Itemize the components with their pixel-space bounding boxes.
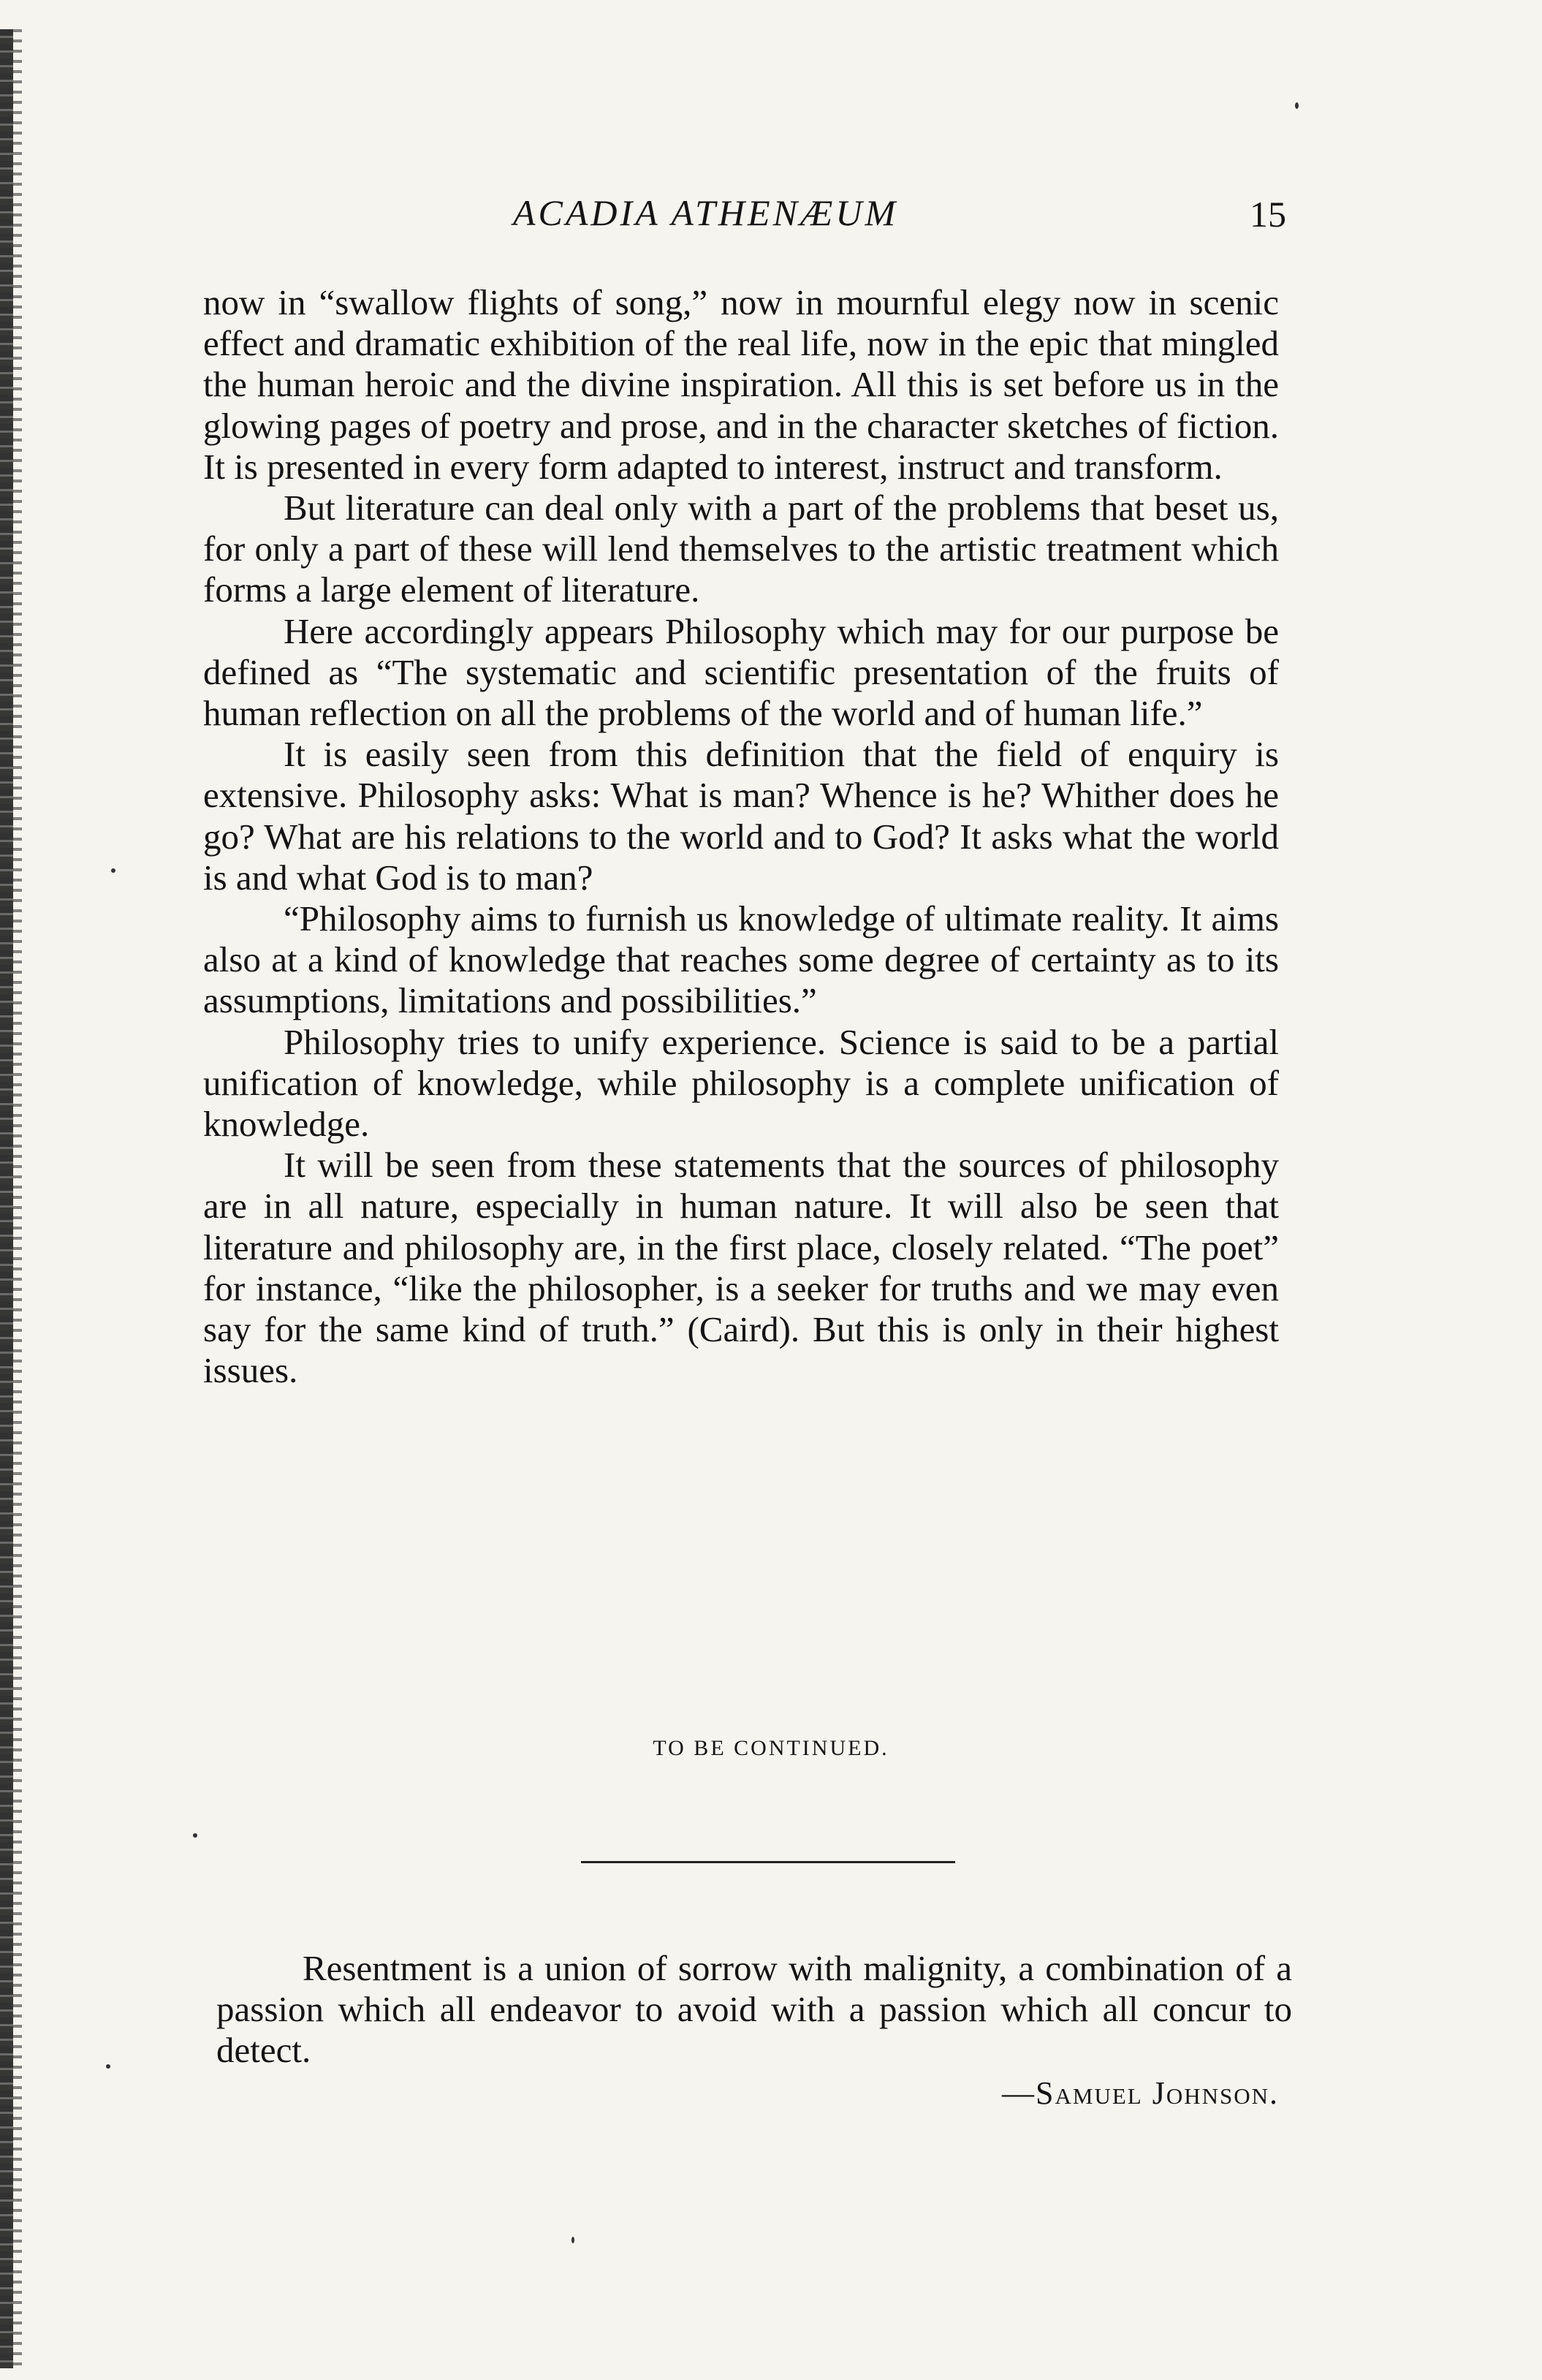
paragraph: Here accordingly appears Philosophy which may for our purpose be defined as “The systematic and scientific presentation of the fruits of human reflection on all the problems of the world and of human life.”	[203, 610, 1279, 734]
paragraph: now in “swallow flights of song,” now in mournful elegy now in scenic effect and dramatic exhibition of the real life, now in the epic that mingled the human heroic and the divine inspiration. All this is set before us in the glowing pages of poetry and prose, and in the character sketches of fiction. It is presented in every form adapted to interest, instruct and transform.	[203, 282, 1279, 487]
scan-speck	[106, 2064, 110, 2069]
paragraph: It is easily seen from this definition that the field of enquiry is extensive. Philosophy asks: What is man? Whence is he? Whither does he go? What are his relations to the world and to God? It asks what the world is and what God is to man?	[203, 734, 1279, 898]
scan-speck	[1295, 102, 1299, 109]
section-divider	[581, 1861, 955, 1863]
article-body	[203, 282, 1279, 1391]
quote-attribution: —Samuel Johnson.	[1002, 2075, 1279, 2111]
running-title: ACADIA ATHENÆUM	[513, 192, 899, 233]
continued-note: TO BE CONTINUED.	[653, 1736, 889, 1760]
scan-binding-edge	[0, 29, 13, 2368]
paragraph: But literature can deal only with a part of the problems that beset us, for only a part of these will lend themselves to the artistic treatment which forms a large element of literature.	[203, 488, 1279, 610]
paragraph: Philosophy tries to unify experience. Science is said to be a partial unification of knowledge, while philosophy is a complete unification of knowledge.	[203, 1021, 1279, 1145]
paragraph: “Philosophy aims to furnish us knowledge of ultimate reality. It aims also at a kind of knowledge that reaches some degree of certainty as to its assumptions, limitations and possibilities.”	[203, 898, 1279, 1021]
page-header	[205, 192, 1286, 250]
epigram-quote: Resentment is a union of sorrow with malignity, a combination of a passion which all endeavor to avoid with a passion which all concur to detect.	[216, 1948, 1292, 2070]
page-number: 15	[1250, 194, 1286, 235]
scan-speck	[111, 868, 115, 873]
paragraph: It will be seen from these statements that the sources of philosophy are in all nature, especially in human nature. It will also be seen that literature and philosophy are, in the first place, closely related. “The poet” for instance, “like the philosopher, is a seeker for truths and we may even say for the same kind of truth.” (Caird). But this is only in their highest issues.	[203, 1145, 1279, 1391]
scan-binding-shadow	[13, 29, 22, 2368]
scan-speck	[571, 2237, 574, 2243]
scan-speck	[193, 1833, 197, 1838]
